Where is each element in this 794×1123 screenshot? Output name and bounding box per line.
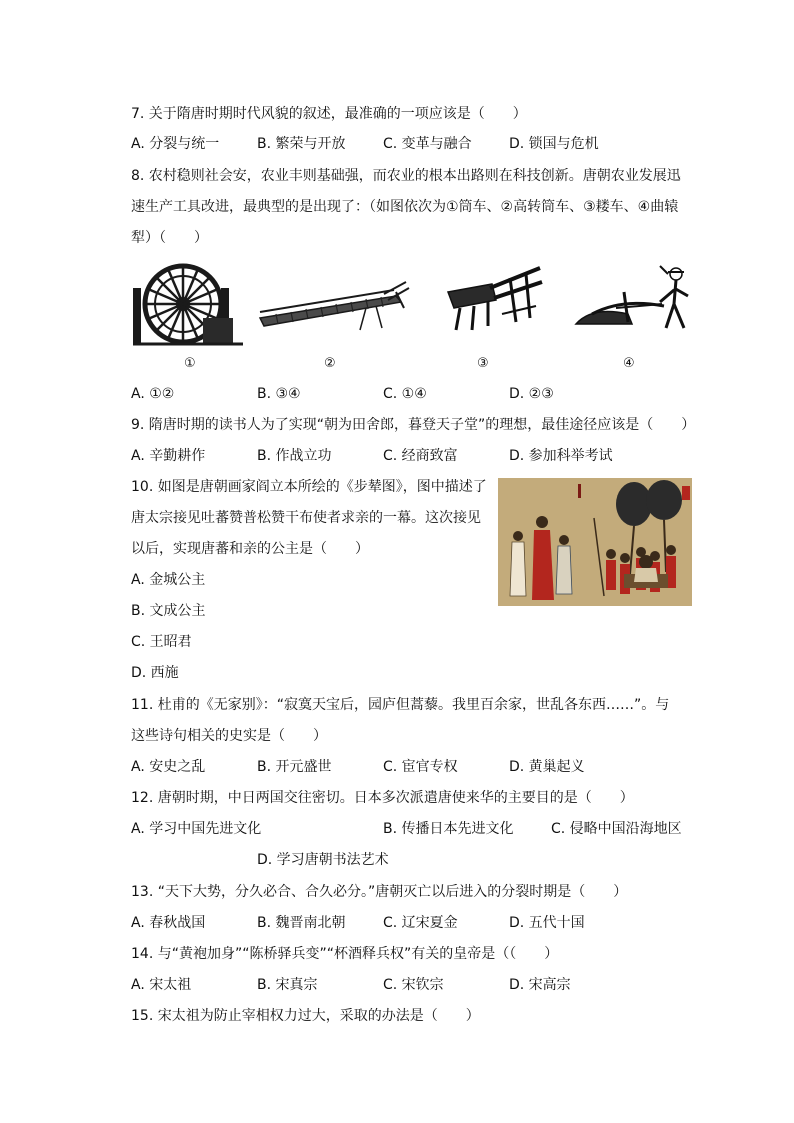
- q10-option-a: A. 金城公主: [131, 572, 206, 588]
- q10-option-c: C. 王昭君: [131, 634, 192, 650]
- seed-drill-image: [440, 262, 545, 337]
- q11-option-d: D. 黄巢起义: [509, 759, 585, 775]
- q12-stem: 12. 唐朝时期，中日两国交往密切。日本多次派遣唐使来华的主要目的是（ ）: [131, 790, 634, 806]
- q10-option-d: D. 西施: [131, 665, 179, 681]
- q9-option-d: D. 参加科举考试: [509, 448, 613, 464]
- q7-option-d: D. 锁国与危机: [509, 136, 599, 152]
- q7-option-c: C. 变革与融合: [383, 136, 472, 152]
- q8-stem-line1: 8. 农村稳则社会安，农业丰则基础强，而农业的根本出路则在科技创新。唐朝农业发展迅: [131, 168, 681, 184]
- q8-option-a: A. ①②: [131, 386, 175, 402]
- figure2-caption: ②: [324, 356, 336, 371]
- water-wheel-image: [133, 258, 243, 348]
- q9-option-a: A. 辛勤耕作: [131, 448, 206, 464]
- bunian-tu-painting-image: [498, 478, 692, 606]
- q13-option-a: A. 春秋战国: [131, 915, 206, 931]
- q12-option-b: B. 传播日本先进文化: [383, 821, 514, 837]
- q11-option-a: A. 安史之乱: [131, 759, 206, 775]
- q14-option-b: B. 宋真宗: [257, 977, 318, 993]
- q13-option-d: D. 五代十国: [509, 915, 585, 931]
- q8-option-c: C. ①④: [383, 386, 427, 402]
- q7-option-b: B. 繁荣与开放: [257, 136, 346, 152]
- q10-option-b: B. 文成公主: [131, 603, 206, 619]
- q9-option-c: C. 经商致富: [383, 448, 458, 464]
- q7-stem: 7. 关于隋唐时期时代风貌的叙述，最准确的一项应该是（ ）: [131, 106, 527, 122]
- q12-option-c: C. 侵略中国沿海地区: [551, 821, 682, 837]
- q11-option-c: C. 宦官专权: [383, 759, 458, 775]
- q10-stem-line1: 10. 如图是唐朝画家阎立本所绘的《步辇图》，图中描述了: [131, 479, 487, 495]
- q8-stem-line2: 速生产工具改进，最典型的是出现了：（如图依次为①筒车、②高转筒车、③耧车、④曲辕: [131, 199, 679, 215]
- q10-stem-line2: 唐太宗接见吐蕃赞普松赞干布使者求亲的一幕。这次接见: [131, 510, 481, 526]
- q12-option-a: A. 学习中国先进文化: [131, 821, 262, 837]
- q14-option-c: C. 宋钦宗: [383, 977, 444, 993]
- q13-option-b: B. 魏晋南北朝: [257, 915, 346, 931]
- figure1-caption: ①: [184, 356, 196, 371]
- q8-stem-line3: 犁）（ ）: [131, 230, 208, 246]
- q13-option-c: C. 辽宋夏金: [383, 915, 458, 931]
- figure3-caption: ③: [477, 356, 489, 371]
- q8-option-d: D. ②③: [509, 386, 554, 402]
- q9-option-b: B. 作战立功: [257, 448, 332, 464]
- figure4-caption: ④: [623, 356, 635, 371]
- q7-option-a: A. 分裂与统一: [131, 136, 220, 152]
- chain-pump-image: [256, 278, 411, 333]
- q11-stem-line2: 这些诗句相关的史实是（ ）: [131, 728, 327, 744]
- curved-plow-image: [572, 262, 697, 337]
- q13-stem: 13. “天下大势，分久必合、合久必分。”唐朝灭亡以后进入的分裂时期是（ ）: [131, 884, 628, 900]
- q12-option-d: D. 学习唐朝书法艺术: [257, 852, 389, 868]
- q11-option-b: B. 开元盛世: [257, 759, 332, 775]
- q11-stem-line1: 11. 杜甫的《无家别》：“寂寞天宝后，园庐但蒿藜。我里百余家，世乱各东西……”。与: [131, 697, 670, 713]
- q8-option-b: B. ③④: [257, 386, 301, 402]
- q10-stem-line3: 以后，实现唐蕃和亲的公主是（ ）: [131, 541, 369, 557]
- q14-option-a: A. 宋太祖: [131, 977, 192, 993]
- q15-stem: 15. 宋太祖为防止宰相权力过大，采取的办法是（ ）: [131, 1008, 480, 1024]
- q14-option-d: D. 宋高宗: [509, 977, 571, 993]
- q14-stem: 14. 与“黄袍加身”“陈桥驿兵变”“杯酒释兵权”有关的皇帝是（（ ）: [131, 946, 559, 962]
- q9-stem: 9. 隋唐时期的读书人为了实现“朝为田舍郎，暮登天子堂”的理想，最佳途径应该是（ ）: [131, 417, 696, 433]
